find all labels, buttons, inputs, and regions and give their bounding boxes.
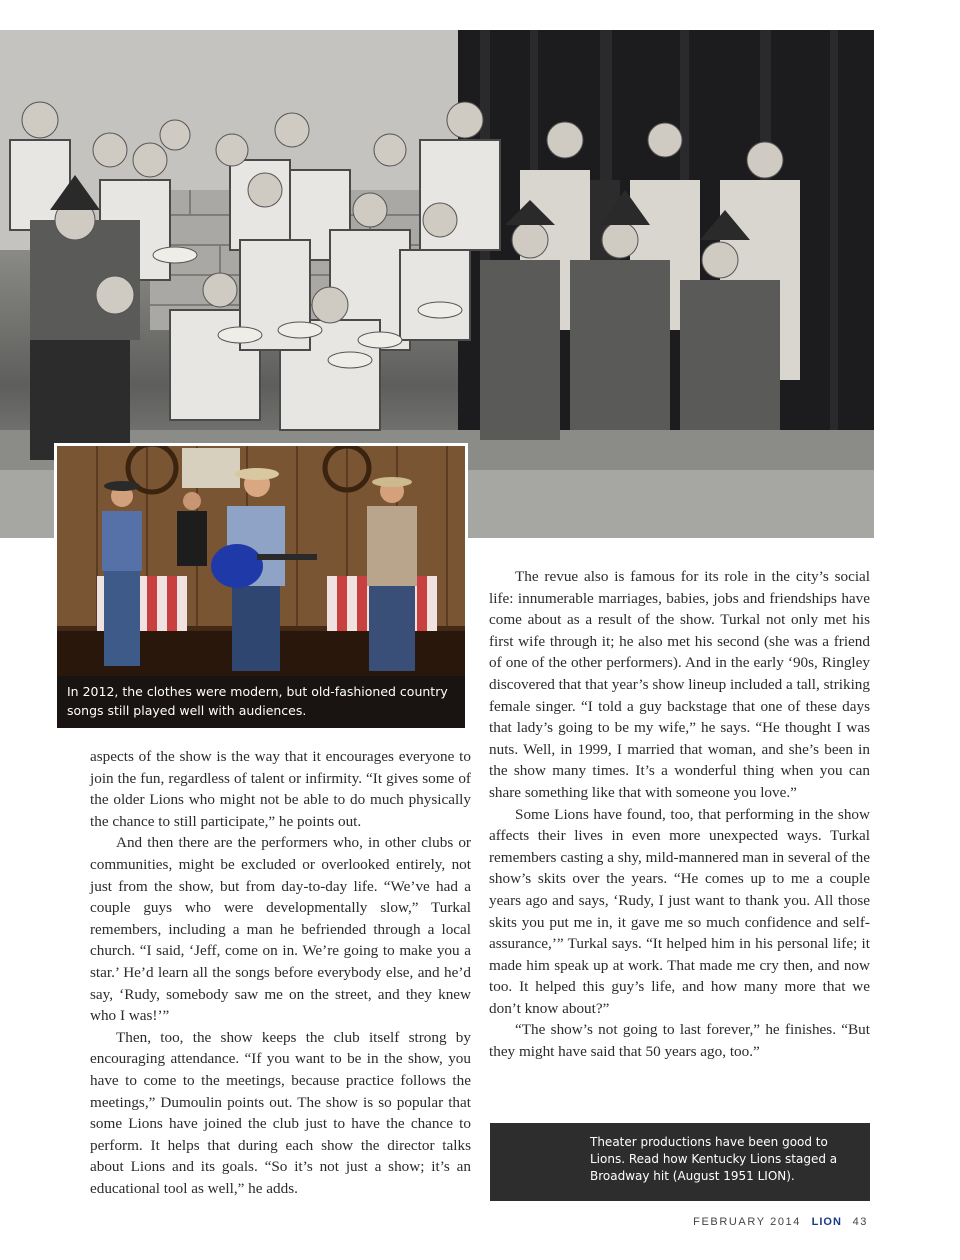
paragraph: Some Lions have found, too, that performing in the show affects their lives in even more unexpected ways. Turkal remembers casting a shy, mild-mannered man in several of the show’s skits over the years. “He comes up to me a couple years ago and says, ‘Rudy, I just want to thank you. All those skits you put me in, it gave me so much confidence and self-assurance,’” Turkal says. “It helped him in his personal life; it made him speak up at work. That made me cry then, and now too. It helped this guy’s life, and how many more that we don’t know about?” <box>489 805 870 1017</box>
issue-date: FEBRUARY 2014 <box>693 1216 801 1228</box>
inset-photo-caption: In 2012, the clothes were modern, but old-fashioned country songs still played well with audiences. <box>57 676 465 728</box>
paragraph: Then, too, the show keeps the club itself strong by encouraging attendance. “If you want to be in the show, you have to come to the meetings, because practice follows the meetings,” Dumoulin points out. The show is so popular that some Lions have joined the club just to have the chance to perform. It helps that during each show the director talks about Lions and its goals. “So it’s not just a show; it’s an educational tool as well,” he adds. <box>90 1028 471 1197</box>
page-number: 43 <box>852 1216 868 1228</box>
paragraph: And then there are the performers who, in other clubs or communities, might be excluded or overlooked entirely, not just from the show, but from day-to-day life. “We’ve had a couple guys who were developmentally slow,” Turkal remembers, including a man he befriended through a local church. “I said, ‘Jeff, come on in. We’re going to make you a star.’ He’d learn all the songs before everybody else, and he’d say, ‘Rudy, somebody saw me on the street, and they knew who I was!’” <box>90 834 471 1025</box>
inset-photo-frame <box>57 446 465 728</box>
article-left-column <box>90 746 471 1199</box>
promo-text: Theater productions have been good to Lions. Read how Kentucky Lions staged a Broadway hit (August 1951 LION). <box>590 1135 838 1183</box>
inset-photo <box>54 443 468 731</box>
article-right-column <box>489 566 870 1063</box>
paragraph: “The show’s not going to last forever,” he finishes. “But they might have said that 50 years ago, too.” <box>489 1021 870 1061</box>
page-footer <box>687 1216 868 1228</box>
paragraph: aspects of the show is the way that it encourages everyone to join the fun, regardless of talent or infirmity. “It gives some of the older Lions who might not be able to do much physically the chance to still participate,” he points out. <box>90 748 471 830</box>
paragraph: The revue also is famous for its role in the city’s social life: innumerable marriages, babies, jobs and friendships have come about as a result of the show. Turkal not only met his first wife through it; he also met his second (she was a friend of one of the other performers). And in the early ‘90s, Ringley discovered that that year’s show lineup included a tall, striking female singer. “I told a guy backstage that one of these days that lady’s going to be my wife,” he says. “He thought I was nuts. Well, in 1999, I married that woman, and she’s been in the show many times. It’s a wonderful thing when you can share something like that with someone you love.” <box>489 568 870 801</box>
magazine-brand: LION <box>811 1216 842 1228</box>
related-story-promo[interactable] <box>490 1123 870 1201</box>
